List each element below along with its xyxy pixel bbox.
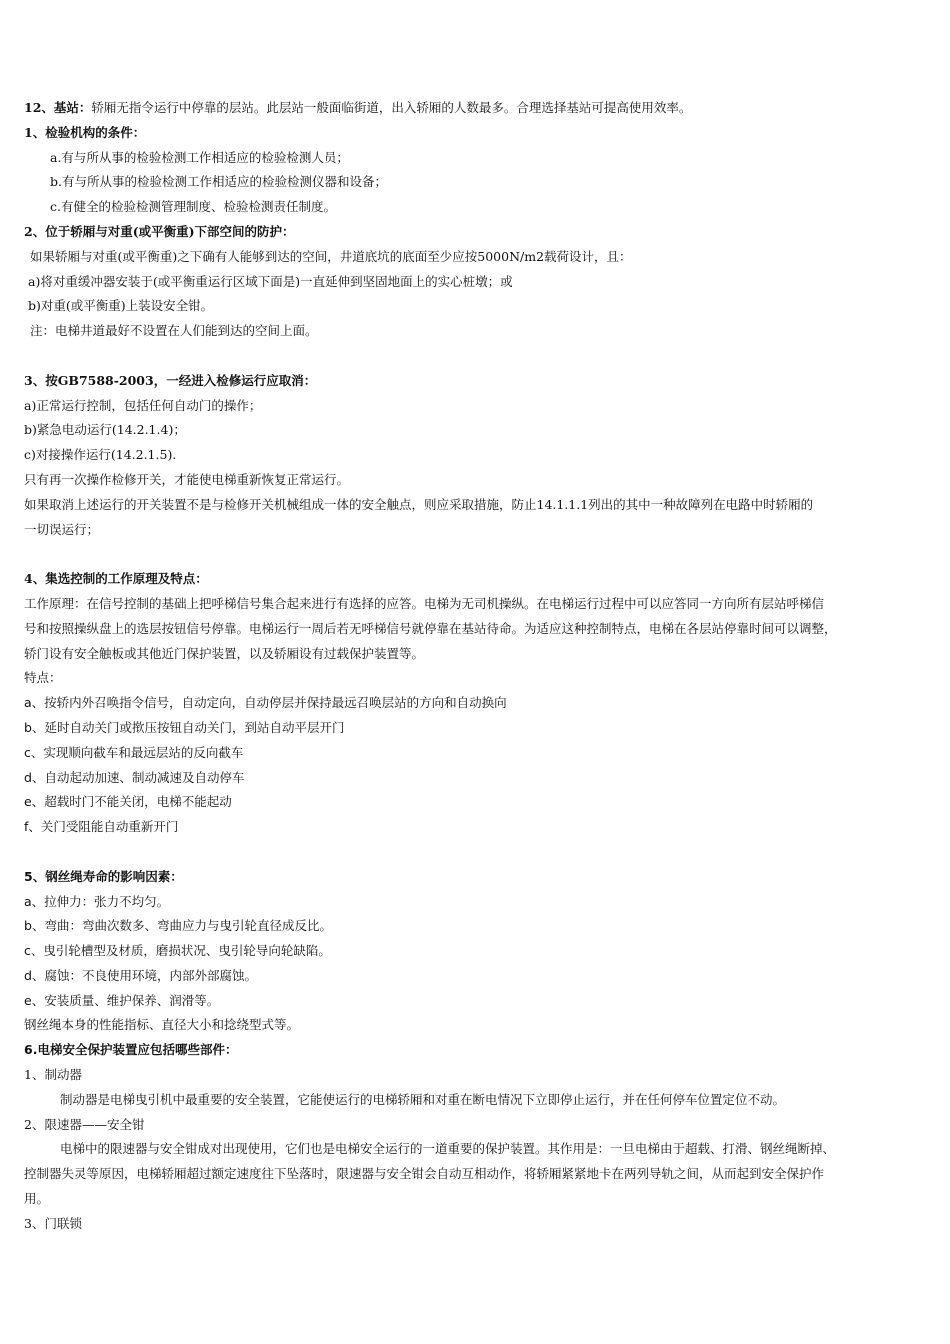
section-4-principle-1: 工作原理：在信号控制的基础上把呼梯信号集合起来进行有选择的应答。电梯为无司机操纵。在电梯运行过程中可以应答同一方向所有层站呼梯信 xyxy=(24,595,825,611)
section-2-heading: 2、位于轿厢与对重(或平衡重)下部空间的防护： xyxy=(24,223,295,239)
section-1-heading: 1、检验机构的条件： xyxy=(24,124,146,140)
document-body xyxy=(24,96,932,1237)
section-4-principle-3: 轿门设有安全触板或其他近门保护装置，以及轿厢设有过载保护装置等。 xyxy=(24,645,425,661)
section-6-item-2-text-2: 控制器失灵等原因，电梯轿厢超过额定速度往下坠落时，限速器与安全钳会自动互相动作，将轿厢紧紧地卡在两列导轨之间，从而起到安全保护作 xyxy=(24,1166,825,1182)
section-4-features-label: 特点： xyxy=(24,670,62,686)
feature-letter: d xyxy=(24,769,32,785)
section-6-item-3-title: 3、门联锁 xyxy=(24,1215,82,1231)
section-1-item-c: c.有健全的检验检测管理制度、检验检测责任制度。 xyxy=(50,199,336,215)
section-6-item-1-title: 1、制动器 xyxy=(24,1067,82,1083)
section-4-feature xyxy=(24,691,932,716)
section-4-feature xyxy=(24,716,932,741)
section-12-heading: 12、基站： xyxy=(24,100,92,115)
item-text: 、曳引轮槽型及材质，磨损状况、曳引轮导向轮缺陷。 xyxy=(30,943,331,959)
section-6-item-1-text: 制动器是电梯曳引机中最重要的安全装置，它能使运行的电梯轿厢和对重在断电情况下立即停止运行，并在任何停车位置定位不动。 xyxy=(60,1091,786,1107)
spacer xyxy=(24,344,932,369)
item-text: 、腐蚀：不良使用环境，内部外部腐蚀。 xyxy=(31,967,257,983)
feature-text: 、按轿内外召唤指令信号，自动定向，自动停层并保持最远召唤层站的方向和自动换向 xyxy=(31,695,507,711)
item-letter: b xyxy=(24,918,32,934)
item-text: 、拉伸力：张力不均匀。 xyxy=(31,893,170,909)
section-3-line-c: c)对接操作运行(14.2.1.5). xyxy=(24,447,177,463)
section-5-heading xyxy=(24,865,932,890)
section-3-line-a: a)正常运行控制，包括任何自动门的操作； xyxy=(24,397,262,413)
feature-letter: a xyxy=(24,695,32,711)
section-3-paragraph-1: 如果取消上述运行的开关装置不是与检修开关机械组成一体的安全触点，则应采取措施，防止14.1.1.1列出的其中一种故障列在电路中时轿厢的 xyxy=(24,496,814,512)
item-letter: e xyxy=(24,992,32,1008)
section-12 xyxy=(24,96,932,121)
section-6-item-2-title: 2、限速器——安全钳 xyxy=(24,1116,145,1132)
section-6-heading xyxy=(24,1038,932,1063)
section-4-feature xyxy=(24,766,932,791)
section-5-tail: 钢丝绳本身的性能指标、直径大小和捻绕型式等。 xyxy=(24,1017,300,1033)
item-text: 、安装质量、维护保养、润滑等。 xyxy=(31,992,220,1008)
section-3-paragraph-2: 一切误运行； xyxy=(24,521,100,537)
section-3-line-b: b)紧急电动运行(14.2.1.4)； xyxy=(24,422,186,438)
feature-text: 、关门受阻能自动重新开门 xyxy=(28,819,179,835)
section-5-number: 5 xyxy=(24,868,33,884)
section-6-number: 6. xyxy=(24,1042,38,1058)
section-2-line-2: a)将对重缓冲器安装于(或平衡重运行区域下面是)一直延伸到坚固地面上的实心桩墩；或 xyxy=(28,273,513,289)
feature-letter: f xyxy=(24,819,29,835)
section-5-item xyxy=(24,890,932,915)
section-4-feature xyxy=(24,741,932,766)
feature-text: 、延时自动关门或揿压按钮自动关门，到站自动平层开门 xyxy=(31,719,345,735)
feature-text: 、超载时门不能关闭，电梯不能起动 xyxy=(31,794,232,810)
section-3-heading: 3、按GB7588-2003，一经进入检修运行应取消： xyxy=(24,372,317,388)
section-5-item xyxy=(24,989,932,1014)
section-6-item-2-text-1: 电梯中的限速器与安全钳成对出现使用，它们也是电梯安全运行的一道重要的保护装置。其作用是：一旦电梯由于超载、打滑、钢丝绳断掉、 xyxy=(60,1141,836,1157)
section-4-principle-2: 号和按照操纵盘上的选层按钮信号停靠。电梯运行一周后若无呼梯信号就停靠在基站待命。为适应这种控制特点，电梯在各层站停靠时间可以调整， xyxy=(24,620,837,636)
item-letter: d xyxy=(24,967,32,983)
section-5-item xyxy=(24,939,932,964)
section-6-title: 电梯安全保护装置应包括哪些部件： xyxy=(37,1042,238,1058)
section-1-item-a: a.有与所从事的检验检测工作相适应的检验检测人员； xyxy=(50,149,349,165)
item-letter: c xyxy=(24,943,31,959)
section-6-item-2-text-3: 用。 xyxy=(24,1191,50,1207)
section-1-item-b: b.有与所从事的检验检测工作相适应的检验检测仪器和设备； xyxy=(50,174,387,190)
feature-letter: e xyxy=(24,794,32,810)
section-4-feature xyxy=(24,815,932,840)
section-3-line-d: 只有再一次操作检修开关，才能使电梯重新恢复正常运行。 xyxy=(24,471,350,487)
section-2-note: 注：电梯井道最好不设置在人们能到达的空间上面。 xyxy=(30,323,318,339)
item-letter: a xyxy=(24,893,32,909)
section-5-item xyxy=(24,964,932,989)
feature-text: 、实现顺向截车和最远层站的反向截车 xyxy=(30,744,244,760)
spacer xyxy=(24,542,932,567)
feature-letter: b xyxy=(24,719,32,735)
section-5-item xyxy=(24,914,932,939)
section-5-title: 、钢丝绳寿命的影响因素： xyxy=(32,868,183,884)
section-2-line-3: b)对重(或平衡重)上装设安全钳。 xyxy=(28,298,214,314)
section-12-text: 轿厢无指令运行中停靠的层站。此层站一般面临街道，出入轿厢的人数最多。合理选择基站可提高使用效率。 xyxy=(91,100,692,115)
item-text: 、弯曲：弯曲次数多、弯曲应力与曳引轮直径成反比。 xyxy=(31,918,332,934)
section-4-heading: 4、集选控制的工作原理及特点： xyxy=(24,571,208,587)
spacer xyxy=(24,840,932,865)
feature-text: 、自动起动加速、制动减速及自动停车 xyxy=(31,769,245,785)
section-4-feature xyxy=(24,790,932,815)
feature-letter: c xyxy=(24,744,31,760)
section-2-line-1: 如果轿厢与对重(或平衡重)之下确有人能够到达的空间，井道底坑的底面至少应按5000N/m2载荷设计，且： xyxy=(30,248,632,264)
